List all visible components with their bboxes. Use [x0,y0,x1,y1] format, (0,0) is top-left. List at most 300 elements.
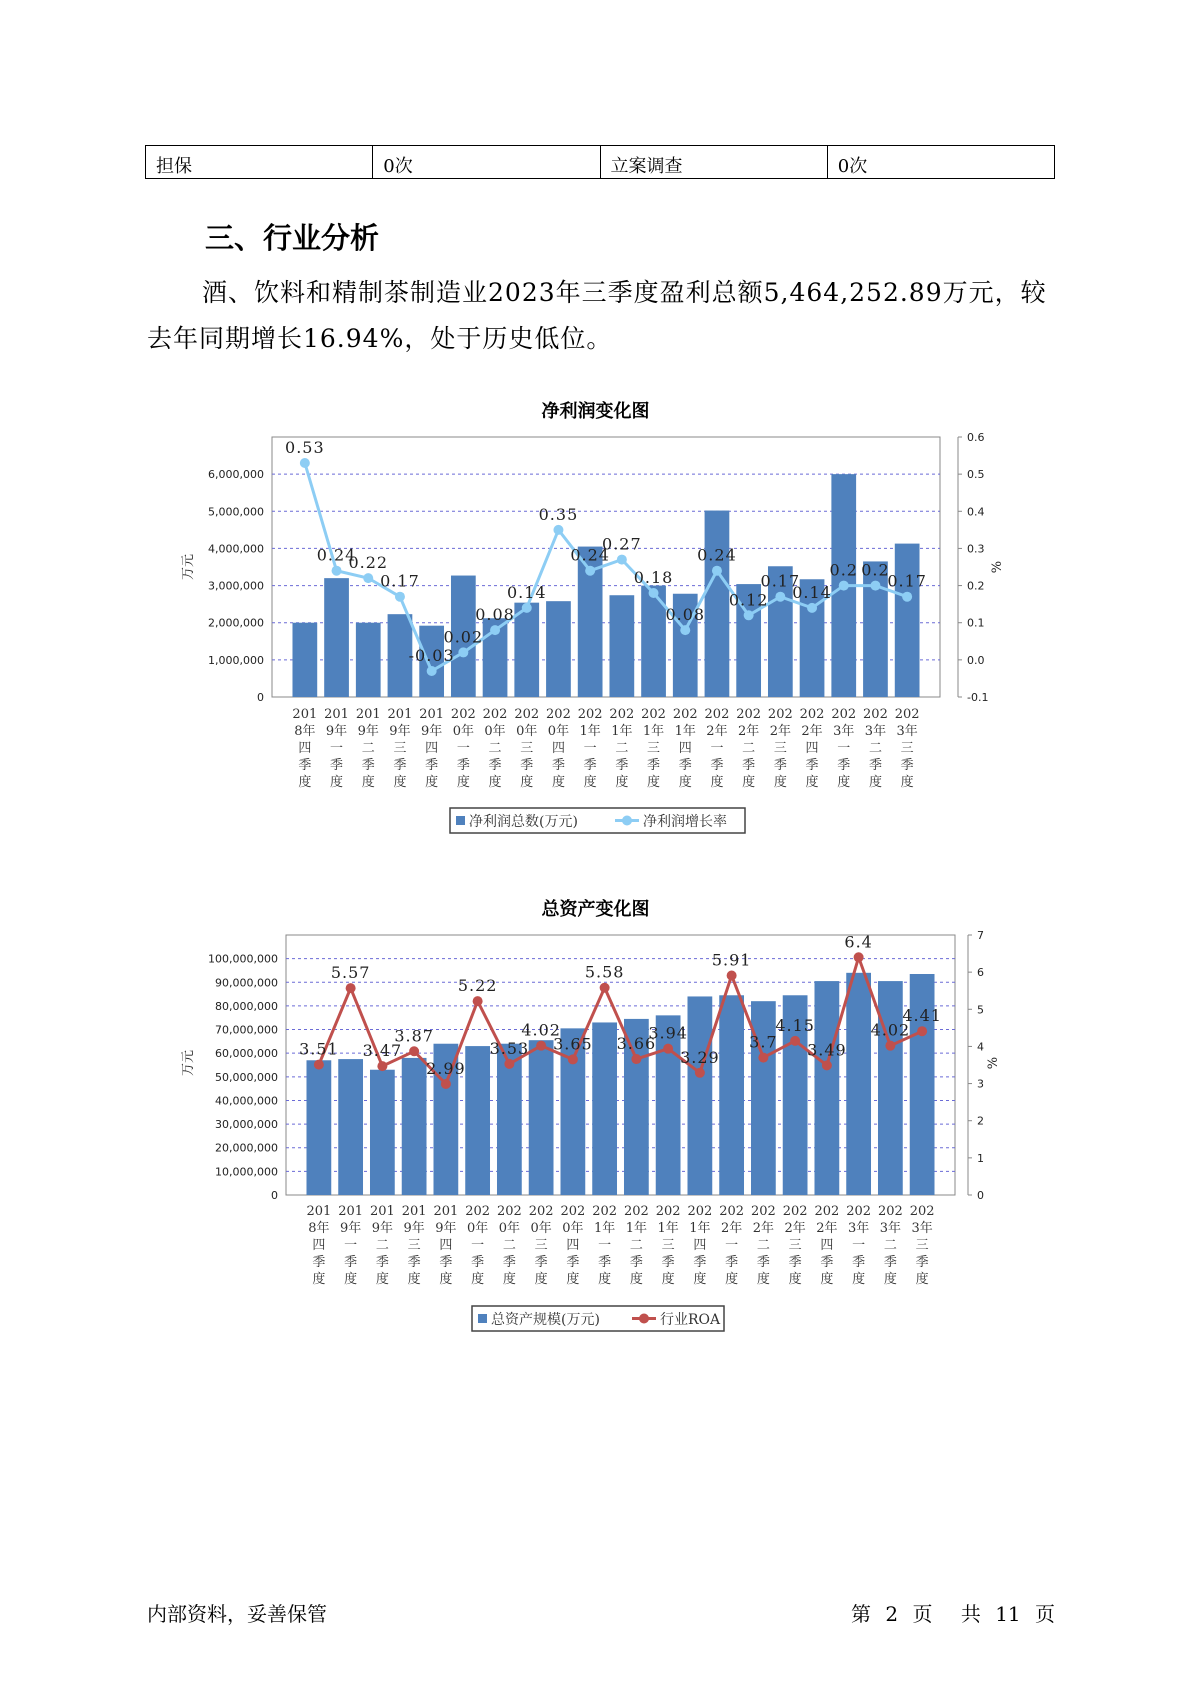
x-tick-label: 度 [615,775,629,790]
data-label: 4.15 [775,1015,815,1035]
x-tick-label: 202 [863,707,888,722]
x-tick-label: 0年 [562,1221,584,1236]
x-tick-label: 度 [407,1272,421,1287]
x-tick-label: 202 [719,1204,745,1219]
table-cell: 担保 [146,146,373,179]
line-point [917,1026,927,1036]
chart-title-total-assets: 总资产变化图 [541,899,650,920]
x-tick-label: 三 [407,1238,421,1253]
x-tick-label: 0年 [516,724,538,739]
x-tick-label: 201 [369,1204,395,1219]
x-tick-label: 202 [609,707,635,722]
x-tick-label: 度 [678,775,692,790]
table-cell: 0次 [827,146,1054,179]
x-tick-label: 202 [782,1204,808,1219]
x-tick-label: 季 [837,758,851,773]
x-tick-label: 度 [312,1272,326,1287]
x-tick-label: 三 [661,1238,675,1253]
y-tick-label: 100,000,000 [208,952,278,966]
data-label: 0.27 [602,534,642,554]
x-tick-label: 度 [661,1272,675,1287]
line-point [695,1068,705,1078]
line-point [504,1059,514,1069]
x-tick-label: 度 [742,775,756,790]
x-tick-label: 度 [868,775,882,790]
y-tick-label: 0 [271,1189,278,1202]
x-tick-label: 季 [883,1255,897,1270]
x-tick-label: 三 [900,741,914,756]
data-label: 0.14 [792,582,832,602]
data-label: 0.2 [861,560,890,580]
y2-tick-label: 0.0 [967,653,985,667]
x-tick-label: 202 [577,707,603,722]
x-tick-label: 二 [615,741,629,756]
x-tick-label: 2年 [738,724,760,739]
x-tick-label: 度 [805,775,819,790]
data-label: 3.53 [489,1038,530,1058]
line-point [568,1054,578,1064]
x-tick-label: 二 [361,741,375,756]
bar [687,996,712,1195]
x-tick-label: 季 [852,1255,866,1270]
line-point [473,996,483,1006]
x-tick-label: 202 [831,707,857,722]
x-tick-label: 3年 [896,724,918,739]
x-tick-label: 度 [820,1272,834,1287]
x-tick-label: 季 [488,758,502,773]
x-tick-label: 度 [298,775,312,790]
data-label: 4.41 [902,1006,942,1026]
x-tick-label: 9年 [357,724,379,739]
x-tick-label: 度 [551,775,565,790]
y-tick-label: 3,000,000 [208,579,264,593]
x-tick-label: 度 [375,1272,389,1287]
bar [306,1060,331,1195]
data-label: 0.02 [443,627,484,647]
x-tick-label: 3年 [911,1221,933,1236]
x-tick-label: 202 [736,707,762,722]
y2-tick-label: 0.6 [967,431,985,444]
x-tick-label: 度 [710,775,724,790]
table-cell: 立案调查 [600,146,827,179]
x-tick-label: 2年 [801,724,823,739]
x-tick-label: 202 [909,1204,935,1219]
x-tick-label: 202 [750,1204,776,1219]
x-tick-label: 一 [710,741,724,756]
y-tick-label: 0 [257,691,264,704]
y2-tick-label: 4 [977,1040,984,1054]
x-tick-label: 二 [629,1238,643,1253]
data-label: 0.22 [348,553,389,573]
x-tick-label: 度 [344,1272,358,1287]
table-cell: 0次 [373,146,600,179]
x-tick-label: 一 [852,1238,866,1253]
y-axis-label: 万元 [181,553,196,581]
x-tick-label: 度 [693,1272,707,1287]
footer-page-info [851,1598,1055,1627]
x-tick-label: 202 [450,707,476,722]
data-label: 0.17 [760,571,801,591]
x-tick-label: 一 [456,741,470,756]
x-tick-label: 季 [551,758,565,773]
y-axis-label: 万元 [181,1049,196,1077]
x-tick-label: 三 [788,1238,802,1253]
x-tick-label: 度 [361,775,375,790]
x-tick-label: 201 [338,1204,364,1219]
y-tick-label: 4,000,000 [208,542,264,556]
footer-confidential-note: 内部资料，妥善保管 [147,1602,327,1626]
y2-tick-label: 3 [977,1077,984,1091]
x-tick-label: 一 [583,741,597,756]
data-label: 0.08 [475,605,515,625]
bar [751,1001,776,1195]
total-unit: 页 [1035,1602,1055,1626]
x-tick-label: 2年 [706,724,728,739]
x-tick-label: 二 [502,1238,516,1253]
y-tick-label: 70,000,000 [215,1023,278,1037]
y-tick-label: 5,000,000 [208,505,264,519]
x-tick-label: 季 [520,758,534,773]
data-label: 3.49 [807,1040,847,1060]
line-point [377,1061,387,1071]
page-number: 2 [885,1602,899,1626]
data-label: 0.17 [380,571,420,591]
x-tick-label: 8年 [294,724,316,739]
x-tick-label: 一 [725,1238,739,1253]
legend-label: 行业ROA [660,1312,721,1328]
x-tick-label: 一 [344,1238,358,1253]
x-tick-label: 9年 [325,724,348,739]
y2-tick-label: 5 [977,1003,984,1017]
line-point [790,1036,800,1046]
x-tick-label: 1年 [689,1221,711,1236]
bar [338,1059,363,1195]
y2-tick-label: 0 [977,1189,984,1202]
data-label: 3.66 [616,1034,657,1054]
x-tick-label: 三 [647,741,661,756]
x-tick-label: 季 [805,758,819,773]
y-tick-label: 6,000,000 [208,468,264,482]
x-tick-label: 度 [393,775,407,790]
x-tick-label: 四 [805,741,819,756]
x-tick-label: 1年 [625,1221,648,1236]
x-tick-label: 0年 [452,724,474,739]
x-tick-label: 度 [534,1272,548,1287]
data-label: 0.18 [633,568,674,587]
x-tick-label: 季 [583,758,597,773]
bar [529,1040,554,1195]
x-tick-label: 202 [655,1204,681,1219]
x-tick-label: 季 [678,758,692,773]
x-tick-label: 度 [883,1272,897,1287]
x-tick-label: 2年 [720,1221,743,1236]
x-tick-label: 202 [687,1204,713,1219]
x-tick-label: 202 [894,707,920,722]
x-tick-label: 四 [820,1238,834,1253]
x-tick-label: 9年 [421,724,443,739]
x-tick-label: 季 [534,1255,548,1270]
x-tick-label: 季 [393,758,407,773]
bar [814,981,839,1195]
y-tick-label: 10,000,000 [215,1165,278,1179]
y-tick-label: 60,000,000 [215,1047,278,1061]
bar [719,995,744,1195]
x-tick-label: 0年 [547,724,570,739]
data-label: 5.58 [584,962,625,982]
y2-tick-label: 0.5 [967,468,985,482]
bar [402,1058,427,1195]
x-tick-label: 度 [725,1272,739,1287]
x-tick-label: 202 [672,707,698,722]
x-tick-label: 季 [456,758,470,773]
data-label: 3.7 [749,1032,778,1052]
x-tick-label: 季 [344,1255,358,1270]
x-tick-label: 202 [814,1204,840,1219]
line-point [441,1079,451,1089]
x-tick-label: 季 [439,1255,453,1270]
x-tick-label: 二 [488,741,502,756]
x-tick-label: 202 [560,1204,586,1219]
data-label: 5.91 [711,950,752,970]
x-tick-label: 度 [756,1272,770,1287]
x-tick-label: 202 [482,707,508,722]
line-point [885,1041,895,1051]
data-label: 0.14 [506,582,547,602]
x-tick-label: 四 [551,741,565,756]
x-tick-label: 201 [401,1204,427,1219]
x-tick-label: 季 [868,758,882,773]
x-tick-label: 1年 [642,724,665,739]
x-tick-label: 202 [767,707,793,722]
x-tick-label: 季 [375,1255,389,1270]
x-tick-label: 2年 [752,1221,775,1236]
y-tick-label: 90,000,000 [215,976,278,990]
x-tick-label: 季 [615,758,629,773]
data-label: 4.02 [521,1020,561,1040]
x-tick-label: 2年 [816,1221,838,1236]
line-point [727,970,737,980]
y-tick-label: 1,000,000 [208,653,264,667]
data-label: 0.24 [697,545,737,565]
data-label: 0.24 [316,545,357,565]
x-tick-label: 一 [330,741,344,756]
y2-tick-label: 0.4 [967,505,985,519]
x-tick-label: 四 [298,741,312,756]
data-label: 5.22 [457,976,498,996]
x-tick-label: 202 [846,1204,872,1219]
x-tick-label: 度 [583,775,597,790]
x-tick-label: 季 [330,758,344,773]
x-tick-label: 度 [439,1272,453,1287]
x-tick-label: 度 [629,1272,643,1287]
x-tick-label: 202 [528,1204,554,1219]
x-tick-label: 二 [756,1238,770,1253]
y2-axis-label: % [990,560,1005,574]
x-tick-label: 201 [433,1204,459,1219]
y-tick-label: 80,000,000 [215,999,278,1013]
x-tick-label: 0年 [484,724,506,739]
line-point [600,983,610,993]
x-tick-label: 度 [330,775,344,790]
x-tick-label: 季 [900,758,914,773]
data-label: 0.2 [829,560,858,580]
x-tick-label: 季 [710,758,724,773]
x-tick-label: 202 [623,1204,649,1219]
x-tick-label: 9年 [435,1221,457,1236]
x-tick-label: 201 [355,707,381,722]
x-tick-label: 四 [693,1238,707,1253]
data-label: 0.12 [728,590,769,610]
data-label: 3.51 [299,1039,339,1059]
x-tick-label: 度 [852,1272,866,1287]
x-tick-label: 0年 [530,1221,552,1236]
x-tick-label: 201 [292,707,318,722]
line-point [631,1054,641,1064]
x-tick-label: 四 [678,741,692,756]
legend-label: 总资产规模(万元) [491,1312,600,1328]
data-label: 0.17 [887,571,927,591]
line-point [314,1060,324,1070]
data-label: 0.35 [538,504,579,524]
x-tick-label: 3年 [879,1221,902,1236]
x-tick-label: 度 [773,775,787,790]
x-tick-label: 202 [546,707,571,722]
y2-tick-label: -0.1 [967,691,989,704]
legend-line-marker [639,1314,649,1324]
x-tick-label: 三 [773,741,787,756]
x-tick-label: 季 [425,758,439,773]
x-tick-label: 季 [298,758,312,773]
x-tick-label: 二 [868,741,882,756]
y-tick-label: 30,000,000 [215,1118,278,1132]
x-tick-label: 季 [820,1255,834,1270]
section-paragraph: 酒、饮料和精制茶制造业2023年三季度盈利总额5,464,252.89万元，较去年同期增长16.94%，处于历史低位。 [147,278,1047,353]
bar [878,981,903,1195]
x-tick-label: 季 [598,1255,612,1270]
x-tick-label: 1年 [657,1221,679,1236]
data-label: 5.57 [330,963,371,983]
x-tick-label: 季 [756,1255,770,1270]
x-tick-label: 202 [592,1204,618,1219]
bar [370,1070,395,1195]
x-tick-label: 季 [502,1255,516,1270]
page-prefix: 第 [851,1602,872,1626]
data-label: -0.03 [408,646,455,665]
x-tick-label: 3年 [847,1221,870,1236]
data-label: 3.94 [648,1023,688,1043]
line-point [536,1041,546,1051]
x-tick-label: 度 [837,775,851,790]
x-tick-label: 201 [419,707,445,722]
x-tick-label: 季 [312,1255,326,1270]
x-tick-label: 201 [387,707,413,722]
x-tick-label: 季 [693,1255,707,1270]
x-tick-label: 三 [534,1238,548,1253]
x-tick-label: 9年 [339,1221,362,1236]
x-tick-label: 1年 [674,724,696,739]
x-tick-label: 四 [425,741,439,756]
data-label: 4.02 [870,1020,911,1040]
x-tick-label: 202 [514,707,540,722]
bar [592,1022,617,1195]
total-pages: 11 [995,1602,1021,1626]
x-tick-label: 1年 [579,724,601,739]
y2-tick-label: 2 [977,1114,984,1128]
x-tick-label: 季 [915,1255,929,1270]
y2-tick-label: 0.2 [967,579,985,593]
x-tick-label: 季 [725,1255,739,1270]
x-tick-label: 201 [324,707,349,722]
x-tick-label: 9年 [371,1221,394,1236]
x-tick-label: 3年 [864,724,887,739]
y2-axis-label: % [986,1056,1001,1070]
line-point [758,1053,768,1063]
bar [465,1046,490,1195]
line-point [822,1060,832,1070]
data-label: 0.08 [665,605,706,625]
legend-label: 净利润总数(万元) [469,814,578,830]
x-tick-label: 一 [471,1238,485,1253]
x-tick-label: 202 [704,707,730,722]
chart-title-net-profit: 净利润变化图 [541,401,650,422]
y2-tick-label: 0.3 [967,542,985,556]
x-tick-label: 202 [641,707,666,722]
y-tick-label: 50,000,000 [215,1070,278,1084]
x-tick-label: 2年 [769,724,791,739]
data-label: 3.29 [680,1047,720,1067]
line-point [346,983,356,993]
x-tick-label: 度 [502,1272,516,1287]
y2-tick-label: 7 [977,929,984,942]
data-label: 0.53 [285,438,325,457]
x-tick-label: 度 [471,1272,485,1287]
x-tick-label: 202 [877,1204,903,1219]
x-tick-label: 二 [742,741,756,756]
x-tick-label: 季 [629,1255,643,1270]
x-tick-label: 四 [439,1238,453,1253]
x-tick-label: 四 [312,1238,326,1253]
x-tick-label: 季 [407,1255,421,1270]
line-point [663,1044,673,1054]
x-tick-label: 季 [661,1255,675,1270]
x-tick-label: 三 [393,741,407,756]
data-label: 3.65 [553,1034,593,1054]
x-tick-label: 2年 [784,1221,806,1236]
x-tick-label: 1年 [593,1221,616,1236]
x-tick-label: 季 [647,758,661,773]
bar [846,973,871,1195]
x-tick-label: 季 [566,1255,580,1270]
page-unit: 页 [912,1602,933,1626]
y-tick-label: 20,000,000 [215,1141,278,1155]
data-label: 3.47 [362,1041,403,1061]
x-tick-label: 度 [788,1272,802,1287]
x-tick-label: 三 [915,1238,929,1253]
x-tick-label: 202 [496,1204,522,1219]
x-tick-label: 三 [520,741,534,756]
data-label: 6.4 [844,932,873,952]
x-tick-label: 0年 [466,1221,489,1236]
x-tick-label: 3年 [833,724,855,739]
x-tick-label: 201 [306,1204,332,1219]
x-tick-label: 202 [799,707,825,722]
x-tick-label: 度 [647,775,661,790]
x-tick-label: 季 [361,758,375,773]
y2-tick-label: 6 [977,966,984,980]
data-label: 3.87 [394,1026,434,1046]
x-tick-label: 度 [456,775,470,790]
x-tick-label: 度 [425,775,439,790]
